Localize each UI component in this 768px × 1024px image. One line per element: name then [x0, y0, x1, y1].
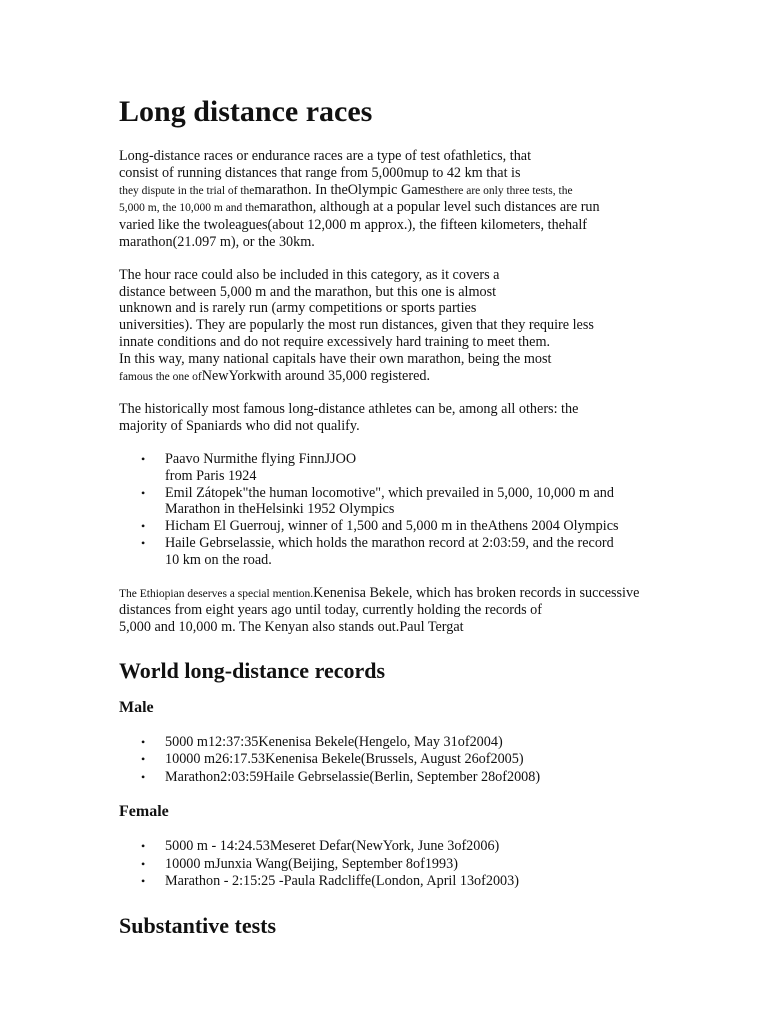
list-item-line: Paavo Nurmithe flying FinnJJOO: [165, 450, 357, 467]
intro-line-3a: they dispute in the trial of the: [119, 184, 255, 197]
list-item: • Marathon - 2:15:25 -Paula Radcliffe(London, April 13of2003): [119, 873, 679, 891]
list-item: [119, 485, 679, 519]
hour-line-4: universities). They are popularly the most run distances, given that they require less: [119, 317, 594, 334]
intro-line-3c: Olympic Games: [347, 181, 441, 198]
list-item-line: Emil Zátopek"the human locomotive", which prevailed in 5,000, 10,000 m and: [165, 484, 614, 501]
male-heading: Male: [119, 698, 154, 716]
list-item-line: Marathon in theHelsinki 1952 Olympics: [165, 501, 395, 518]
athletes-list: [119, 451, 679, 569]
female-heading: Female: [119, 803, 169, 821]
list-item: • Marathon2:03:59Haile Gebrselassie(Berlin, September 28of2008): [119, 769, 679, 787]
ethiopian-paragraph: [119, 585, 679, 636]
list-item: [119, 451, 679, 485]
hour-line-3: unknown and is rarely run (army competitions or sports parties: [119, 300, 477, 317]
substantive-tests-heading: Substantive tests: [119, 912, 277, 938]
list-item-line: Hicham El Guerrouj, winner of 1,500 and 5,000 m in theAthens 2004 Olympics: [165, 518, 619, 535]
female-records-list: [119, 838, 679, 891]
ethiopian-line-3a: 5,000 and 10,000 m. The Kenyan also stands out.: [119, 619, 400, 636]
hour-line-2: distance between 5,000 m and the marathon, but this one is almost: [119, 283, 497, 300]
ethiopian-line-2: distances from eight years ago until today, currently holding the records of: [119, 602, 543, 619]
list-item: • 5000 m12:37:35Kenenisa Bekele(Hengelo, May 31of2004): [119, 734, 679, 752]
list-item-line: from Paris 1924: [165, 467, 257, 484]
famous-athletes-paragraph: [119, 401, 679, 435]
intro-line-3d: there are only three tests, the: [440, 184, 573, 197]
intro-line-5: varied like the twoleagues(about 12,000 m approx.), the fifteen kilometers, thehalf: [119, 217, 588, 234]
records-heading: World long-distance records: [119, 657, 386, 683]
ethiopian-line-1a: The Ethiopian deserves a special mention.: [119, 587, 314, 600]
hour-line-6: In this way, many national capitals have their own marathon, being the most: [119, 350, 552, 367]
intro-line-4b: marathon, although at a popular level such distances are run: [259, 199, 600, 216]
intro-paragraph: [119, 148, 679, 251]
hour-line-7a: famous the one of: [119, 370, 202, 383]
intro-line-4a: 5,000 m, the 10,000 m and the: [119, 202, 260, 215]
page-title: Long distance races: [119, 95, 373, 128]
hour-race-paragraph: [119, 267, 679, 386]
hour-line-7c: with around 35,000 registered.: [256, 367, 431, 384]
famous-line-1: The historically most famous long-distance athletes can be, among all others: the: [119, 401, 579, 418]
list-item: • 10000 mJunxia Wang(Beijing, September 8of1993): [119, 856, 679, 874]
list-item: • 5000 m - 14:24.53Meseret Defar(NewYork, June 3of2006): [119, 838, 679, 856]
list-item-line: Haile Gebrselassie, which holds the marathon record at 2:03:59, and the record: [165, 534, 614, 551]
list-item: [119, 518, 679, 535]
ethiopian-line-1b: Kenenisa Bekele, which has broken records in successive: [313, 584, 640, 601]
hour-line-7b: NewYork: [201, 367, 257, 384]
famous-line-2: majority of Spaniards who did not qualify.: [119, 418, 360, 435]
list-item-line: 10 km on the road.: [165, 551, 272, 568]
hour-line-1: The hour race could also be included in this category, as it covers a: [119, 266, 500, 283]
ethiopian-line-3b: Paul Tergat: [399, 619, 464, 636]
list-item: • 10000 m26:17.53Kenenisa Bekele(Brussels, August 26of2005): [119, 751, 679, 769]
intro-line-3b: marathon. In the: [254, 181, 348, 198]
hour-line-5: innate conditions and do not require excessively hard training to meet them.: [119, 333, 551, 350]
list-item: [119, 535, 679, 569]
male-records-list: [119, 734, 679, 787]
intro-line-6: marathon(21.097 m), or the 30km.: [119, 233, 315, 250]
document-page: [119, 94, 679, 953]
intro-line-2: consist of running distances that range from 5,000mup to 42 km that is: [119, 164, 521, 181]
intro-line-1: Long-distance races or endurance races are a type of test ofathletics, that: [119, 148, 532, 164]
